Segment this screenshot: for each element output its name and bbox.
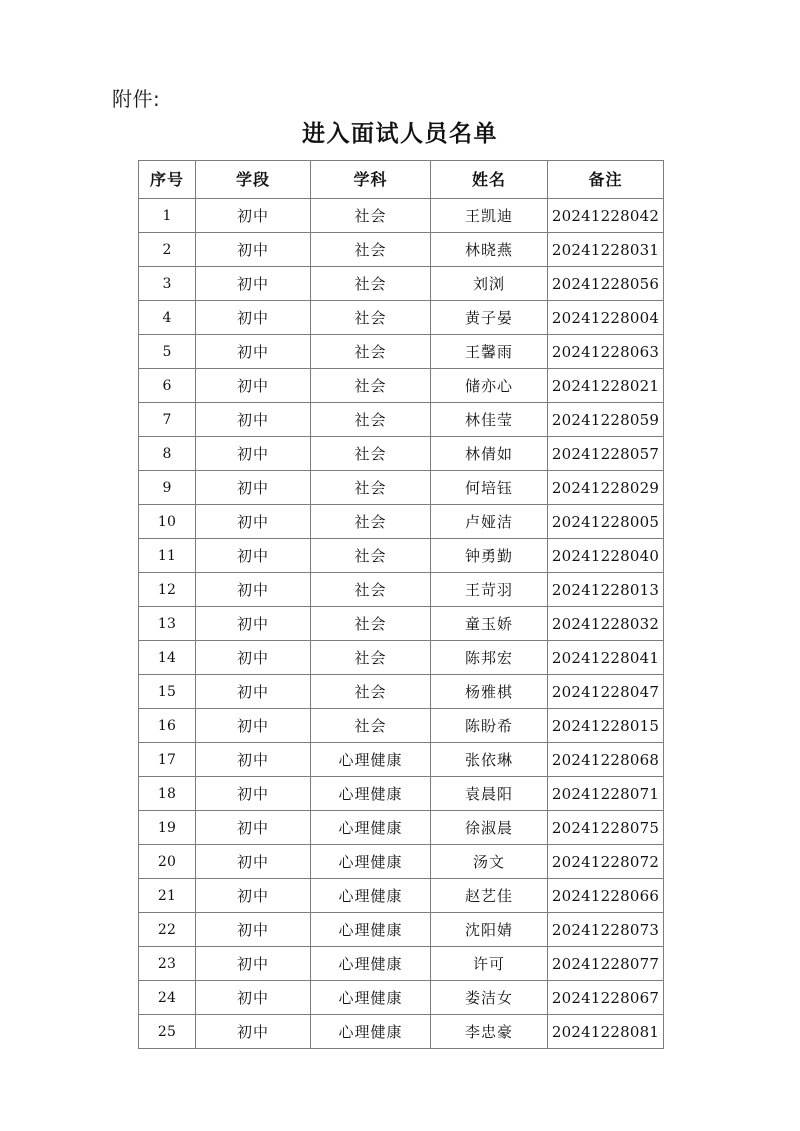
table-row [139,879,664,913]
cell-name: 刘浏 [431,267,548,301]
cell-name: 陈盼希 [431,709,548,743]
cell-note: 20241228056 [548,267,664,301]
cell-index: 14 [139,641,196,675]
table-row [139,403,664,437]
table-row [139,267,664,301]
table-row [139,709,664,743]
cell-subject: 社会 [311,233,431,267]
cell-index: 6 [139,369,196,403]
cell-note: 20241228071 [548,777,664,811]
cell-stage: 初中 [196,199,311,233]
cell-stage: 初中 [196,879,311,913]
cell-name: 黄子晏 [431,301,548,335]
cell-stage: 初中 [196,233,311,267]
cell-index: 16 [139,709,196,743]
cell-subject: 社会 [311,641,431,675]
cell-index: 25 [139,1015,196,1049]
cell-index: 15 [139,675,196,709]
table-row [139,539,664,573]
cell-name: 储亦心 [431,369,548,403]
cell-name: 陈邦宏 [431,641,548,675]
table-row [139,607,664,641]
cell-name: 袁晨阳 [431,777,548,811]
cell-note: 20241228040 [548,539,664,573]
cell-name: 何培钰 [431,471,548,505]
cell-stage: 初中 [196,811,311,845]
cell-name: 卢娅洁 [431,505,548,539]
cell-subject: 社会 [311,709,431,743]
column-header-stage: 学段 [196,161,311,199]
cell-note: 20241228042 [548,199,664,233]
table-row [139,471,664,505]
cell-stage: 初中 [196,437,311,471]
cell-note: 20241228072 [548,845,664,879]
cell-subject: 社会 [311,437,431,471]
cell-note: 20241228077 [548,947,664,981]
cell-index: 23 [139,947,196,981]
table-row [139,301,664,335]
cell-note: 20241228063 [548,335,664,369]
cell-note: 20241228013 [548,573,664,607]
cell-stage: 初中 [196,539,311,573]
cell-name: 林晓燕 [431,233,548,267]
table-row [139,437,664,471]
cell-subject: 心理健康 [311,947,431,981]
cell-subject: 社会 [311,675,431,709]
cell-name: 童玉娇 [431,607,548,641]
cell-note: 20241228021 [548,369,664,403]
cell-note: 20241228073 [548,913,664,947]
cell-note: 20241228057 [548,437,664,471]
cell-name: 李忠豪 [431,1015,548,1049]
table-body [139,199,664,1049]
cell-index: 19 [139,811,196,845]
cell-index: 17 [139,743,196,777]
cell-index: 11 [139,539,196,573]
table-row [139,811,664,845]
cell-index: 9 [139,471,196,505]
cell-index: 10 [139,505,196,539]
cell-name: 徐淑晨 [431,811,548,845]
table-row [139,335,664,369]
table-row [139,777,664,811]
cell-name: 杨雅棋 [431,675,548,709]
cell-name: 王苛羽 [431,573,548,607]
cell-subject: 心理健康 [311,913,431,947]
cell-name: 许可 [431,947,548,981]
cell-note: 20241228029 [548,471,664,505]
cell-note: 20241228032 [548,607,664,641]
cell-index: 7 [139,403,196,437]
cell-stage: 初中 [196,471,311,505]
cell-name: 王凯迪 [431,199,548,233]
column-header-note: 备注 [548,161,664,199]
cell-subject: 社会 [311,471,431,505]
table-row [139,981,664,1015]
cell-stage: 初中 [196,573,311,607]
cell-subject: 心理健康 [311,845,431,879]
cell-subject: 社会 [311,505,431,539]
cell-subject: 社会 [311,335,431,369]
roster-table-container [138,160,663,1049]
table-row [139,743,664,777]
interview-roster-table [138,160,664,1049]
cell-subject: 心理健康 [311,981,431,1015]
table-row [139,913,664,947]
cell-index: 20 [139,845,196,879]
cell-index: 22 [139,913,196,947]
cell-index: 3 [139,267,196,301]
cell-stage: 初中 [196,369,311,403]
cell-stage: 初中 [196,913,311,947]
cell-stage: 初中 [196,607,311,641]
cell-index: 12 [139,573,196,607]
cell-index: 21 [139,879,196,913]
cell-index: 18 [139,777,196,811]
cell-name: 林佳莹 [431,403,548,437]
cell-note: 20241228015 [548,709,664,743]
cell-stage: 初中 [196,505,311,539]
cell-note: 20241228075 [548,811,664,845]
column-header-name: 姓名 [431,161,548,199]
cell-subject: 心理健康 [311,777,431,811]
cell-subject: 心理健康 [311,811,431,845]
table-row [139,199,664,233]
cell-index: 2 [139,233,196,267]
cell-index: 4 [139,301,196,335]
cell-name: 汤文 [431,845,548,879]
cell-index: 24 [139,981,196,1015]
cell-index: 13 [139,607,196,641]
cell-index: 1 [139,199,196,233]
cell-subject: 社会 [311,403,431,437]
cell-note: 20241228031 [548,233,664,267]
cell-stage: 初中 [196,675,311,709]
cell-stage: 初中 [196,709,311,743]
cell-subject: 社会 [311,199,431,233]
table-row [139,369,664,403]
cell-stage: 初中 [196,301,311,335]
cell-stage: 初中 [196,981,311,1015]
cell-stage: 初中 [196,641,311,675]
cell-name: 张依琳 [431,743,548,777]
table-row [139,641,664,675]
cell-stage: 初中 [196,743,311,777]
cell-subject: 心理健康 [311,743,431,777]
cell-note: 20241228004 [548,301,664,335]
cell-stage: 初中 [196,335,311,369]
cell-note: 20241228041 [548,641,664,675]
cell-stage: 初中 [196,777,311,811]
cell-subject: 社会 [311,607,431,641]
cell-note: 20241228067 [548,981,664,1015]
cell-subject: 心理健康 [311,1015,431,1049]
cell-name: 王馨雨 [431,335,548,369]
cell-name: 娄洁女 [431,981,548,1015]
cell-note: 20241228005 [548,505,664,539]
cell-subject: 心理健康 [311,879,431,913]
cell-stage: 初中 [196,403,311,437]
cell-note: 20241228068 [548,743,664,777]
cell-subject: 社会 [311,573,431,607]
table-header-row [139,161,664,199]
cell-subject: 社会 [311,267,431,301]
cell-stage: 初中 [196,1015,311,1049]
cell-stage: 初中 [196,267,311,301]
cell-stage: 初中 [196,845,311,879]
cell-subject: 社会 [311,301,431,335]
cell-index: 5 [139,335,196,369]
table-row [139,573,664,607]
cell-note: 20241228081 [548,1015,664,1049]
column-header-subject: 学科 [311,161,431,199]
cell-index: 8 [139,437,196,471]
page-title: 进入面试人员名单 [302,121,498,147]
attachment-label: 附件: [112,87,161,111]
cell-name: 沈阳婧 [431,913,548,947]
table-row [139,233,664,267]
cell-name: 赵艺佳 [431,879,548,913]
table-row [139,845,664,879]
table-row [139,947,664,981]
table-row [139,675,664,709]
table-header [139,161,664,199]
cell-name: 林倩如 [431,437,548,471]
cell-stage: 初中 [196,947,311,981]
column-header-index: 序号 [139,161,196,199]
cell-note: 20241228059 [548,403,664,437]
cell-note: 20241228047 [548,675,664,709]
cell-subject: 社会 [311,369,431,403]
cell-name: 钟勇勤 [431,539,548,573]
table-row [139,1015,664,1049]
cell-subject: 社会 [311,539,431,573]
table-row [139,505,664,539]
cell-note: 20241228066 [548,879,664,913]
